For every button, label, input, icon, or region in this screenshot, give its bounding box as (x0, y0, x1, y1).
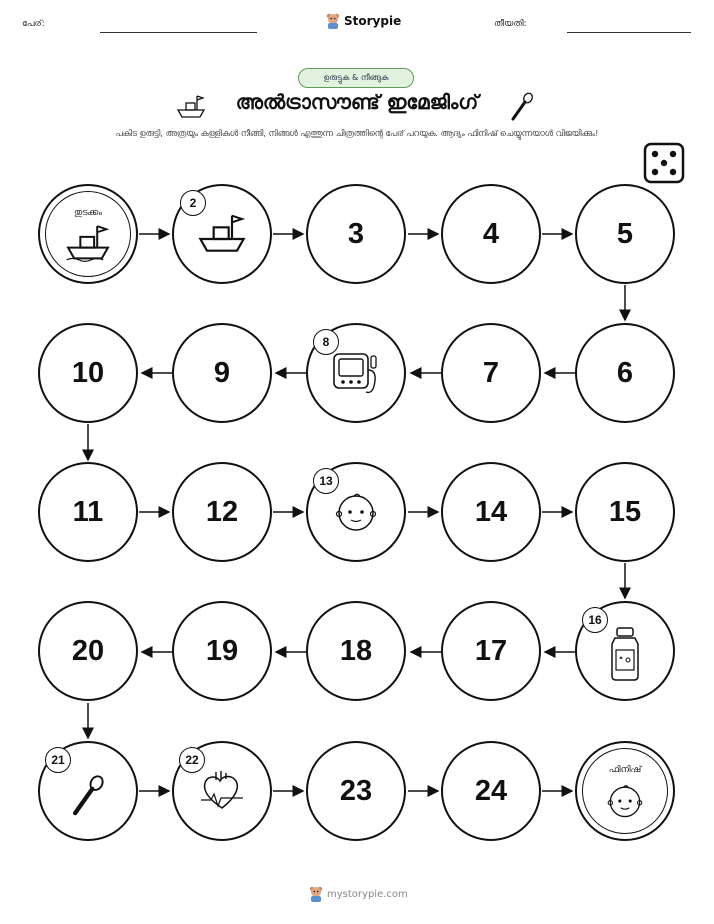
footer-url[interactable]: mystorypie.com (327, 888, 408, 900)
cell-number: 24 (474, 774, 508, 807)
finish-label: ഫിനിഷ് (608, 765, 642, 775)
baby-face-icon (606, 782, 644, 820)
cell-number: 12 (205, 495, 239, 528)
board-cell-14[interactable] (441, 462, 541, 562)
cell-number: 5 (616, 217, 634, 250)
ultrasound-machine-icon (330, 350, 382, 396)
cell-number: 18 (339, 634, 373, 667)
cell-number: 6 (616, 356, 634, 389)
board-cell-9[interactable] (172, 323, 272, 423)
cell-number: 20 (71, 634, 105, 667)
board-cell-17[interactable] (441, 601, 541, 701)
activity-pill: ഉരുട്ടുക & നീങ്ങുക (298, 68, 414, 88)
date-label: തീയതി: (494, 19, 527, 29)
heart-icon (199, 768, 245, 814)
cell-number: 15 (608, 495, 642, 528)
footer (309, 886, 408, 902)
cell-number: 23 (339, 774, 373, 807)
cell-number-badge: 13 (313, 468, 339, 494)
cell-number: 9 (213, 356, 231, 389)
board-cell-15[interactable] (575, 462, 675, 562)
cell-number: 19 (205, 634, 239, 667)
board-cell-11[interactable] (38, 462, 138, 562)
finish-cell[interactable] (575, 741, 675, 841)
gel-bottle-icon (608, 626, 642, 682)
cell-number-badge: 16 (582, 607, 608, 633)
board-cell-18[interactable] (306, 601, 406, 701)
cell-number-badge: 22 (179, 747, 205, 773)
instructions: പകിട ഉരുട്ടി, അത്രയും കള്ളികൾ നീങ്ങി, നിങ്ങൾ എത്തുന്ന ചിത്രത്തിന്റെ പേര് പറയുക. ആദ്യം ഫിനിഷ് ചെയ്യുന്നയാൾ വിജയിക്കും! (115, 128, 599, 138)
cell-number: 4 (482, 217, 500, 250)
board-cell-6[interactable] (575, 323, 675, 423)
cell-number: 10 (71, 356, 105, 389)
boat-icon (197, 212, 247, 256)
board-cell-23[interactable] (306, 741, 406, 841)
board-cell-12[interactable] (172, 462, 272, 562)
board-cell-3[interactable] (306, 184, 406, 284)
ultrasound-probe-icon (68, 768, 108, 824)
cell-number: 3 (347, 217, 365, 250)
baby-face-icon (334, 490, 378, 534)
board-cell-24[interactable] (441, 741, 541, 841)
start-cell[interactable] (38, 184, 138, 284)
boat-icon (65, 223, 111, 263)
page-title: അൽട്രാസൗണ്ട് ഇമേജിംഗ് (235, 90, 479, 114)
board-cell-10[interactable] (38, 323, 138, 423)
board-cell-5[interactable] (575, 184, 675, 284)
brand-name: Storypie (344, 14, 402, 28)
name-label: പേര്: (22, 19, 45, 29)
board-cell-4[interactable] (441, 184, 541, 284)
cell-number-badge: 21 (45, 747, 71, 773)
cell-number-badge: 8 (313, 329, 339, 355)
board-cell-19[interactable] (172, 601, 272, 701)
board-cell-20[interactable] (38, 601, 138, 701)
cell-number: 11 (72, 495, 104, 528)
cell-number: 17 (474, 634, 508, 667)
cell-number: 14 (474, 495, 508, 528)
board-cell-7[interactable] (441, 323, 541, 423)
start-label: തുടക്കം (73, 208, 103, 218)
cell-number: 7 (482, 356, 500, 389)
cell-number-badge: 2 (180, 190, 206, 216)
bear-mascot-icon (309, 886, 323, 902)
